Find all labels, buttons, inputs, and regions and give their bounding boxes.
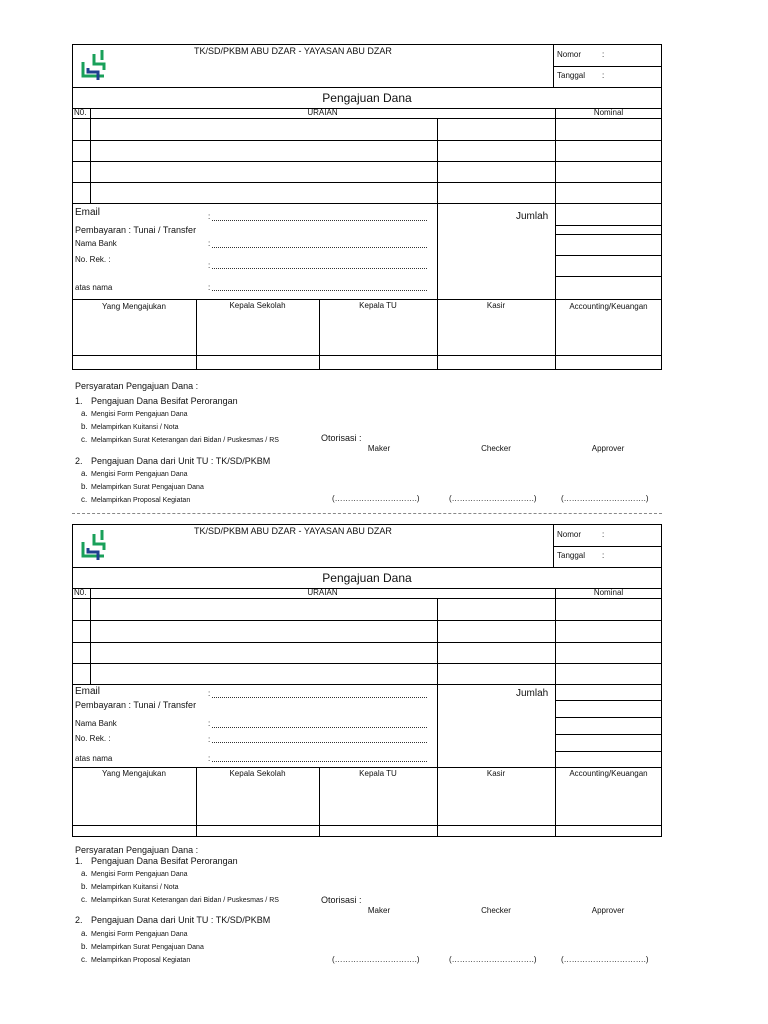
atas-nama-label: atas nama — [75, 754, 113, 763]
req2-a-letter: a. — [81, 929, 88, 938]
tanggal-colon: : — [602, 71, 605, 80]
req2-b-text: Melampirkan Surat Pengajuan Dana — [91, 484, 204, 491]
email-label: Email — [75, 686, 101, 697]
rek-label: No. Rek. : — [75, 255, 111, 264]
items-table — [72, 588, 662, 685]
req1-number: 1. — [75, 856, 83, 866]
role-maker: Maker — [367, 906, 391, 915]
req2-c-letter: c. — [81, 495, 88, 504]
bank-colon: : — [208, 239, 211, 248]
maker-signature-line: (………………………….) — [332, 955, 420, 964]
signer-accounting: Accounting/Keuangan — [569, 302, 648, 311]
form-title: Pengajuan Dana — [322, 571, 412, 585]
req1-a-text: Mengisi Form Pengajuan Dana — [91, 411, 188, 418]
school-logo-icon — [80, 528, 110, 562]
role-checker: Checker — [481, 444, 511, 453]
checker-signature-line: (………………………….) — [449, 955, 537, 964]
atas-nama-field[interactable] — [212, 761, 427, 762]
school-logo-icon — [80, 48, 110, 82]
form-title: Pengajuan Dana — [322, 91, 412, 105]
req2-number: 2. — [75, 915, 83, 925]
form-pengajuan-dana-2 — [0, 480, 768, 964]
req1-c-text: Melampirkan Surat Keterangan dari Bidan / Puskesmas / RS — [91, 897, 279, 904]
requirements-title: Persyaratan Pengajuan Dana : — [75, 381, 199, 391]
signer-kepala-tu: Kepala TU — [359, 301, 397, 310]
req1-c-text: Melampirkan Surat Keterangan dari Bidan / Puskesmas / RS — [91, 437, 279, 444]
req1-c-letter: c. — [81, 895, 88, 904]
req2-c-text: Melampirkan Proposal Kegiatan — [91, 497, 191, 504]
req1-title: Pengajuan Dana Besifat Perorangan — [91, 396, 238, 406]
approver-signature-line: (………………………….) — [561, 494, 649, 503]
email-label: Email — [75, 207, 101, 218]
bank-label: Nama Bank — [75, 719, 117, 728]
signer-kepala-tu: Kepala TU — [359, 769, 397, 778]
atas-nama-field[interactable] — [212, 290, 427, 291]
req2-c-letter: c. — [81, 955, 88, 964]
maker-signature-line: (………………………….) — [332, 494, 420, 503]
approver-signature-line: (………………………….) — [561, 955, 649, 964]
req2-a-text: Mengisi Form Pengajuan Dana — [91, 471, 188, 478]
req2-a-text: Mengisi Form Pengajuan Dana — [91, 931, 188, 938]
rek-label: No. Rek. : — [75, 734, 111, 743]
signer-kepala-sekolah: Kepala Sekolah — [229, 301, 286, 310]
tanggal-colon: : — [602, 551, 605, 560]
pembayaran-label: Pembayaran : Tunai / Transfer — [75, 700, 197, 710]
email-colon: : — [208, 689, 211, 698]
req1-a-letter: a. — [81, 869, 88, 878]
nomor-colon: : — [602, 50, 605, 59]
role-approver: Approver — [591, 444, 625, 453]
atas-nama-label: atas nama — [75, 283, 113, 292]
col-no-header: N0. — [74, 108, 87, 117]
role-maker: Maker — [367, 444, 391, 453]
bank-colon: : — [208, 719, 211, 728]
bank-field[interactable] — [212, 727, 427, 728]
req1-c-letter: c. — [81, 435, 88, 444]
otorisasi-label: Otorisasi : — [321, 433, 362, 443]
req2-b-letter: b. — [81, 482, 88, 491]
atas-nama-colon: : — [208, 283, 211, 292]
school-name: TK/SD/PKBM ABU DZAR - YAYASAN ABU DZAR — [194, 526, 392, 536]
role-approver: Approver — [591, 906, 625, 915]
email-colon: : — [208, 212, 211, 221]
jumlah-label: Jumlah — [516, 211, 549, 222]
req1-b-letter: b. — [81, 882, 88, 891]
rek-field[interactable] — [212, 742, 427, 743]
req2-c-text: Melampirkan Proposal Kegiatan — [91, 957, 191, 964]
signer-yang-mengajukan: Yang Mengajukan — [102, 302, 166, 311]
pembayaran-label: Pembayaran : Tunai / Transfer — [75, 225, 197, 235]
signer-kepala-sekolah: Kepala Sekolah — [229, 769, 286, 778]
req2-title: Pengajuan Dana dari Unit TU : TK/SD/PKBM — [91, 915, 271, 925]
otorisasi-label: Otorisasi : — [321, 895, 362, 905]
payment-box — [72, 203, 662, 300]
col-nominal-header: Nominal — [593, 588, 624, 597]
req2-b-text: Melampirkan Surat Pengajuan Dana — [91, 944, 204, 951]
req1-b-letter: b. — [81, 422, 88, 431]
atas-nama-colon: : — [208, 754, 211, 763]
rek-colon: : — [208, 735, 211, 744]
col-uraian-header: URAIAN — [307, 108, 338, 117]
req1-a-letter: a. — [81, 409, 88, 418]
role-checker: Checker — [481, 906, 511, 915]
req2-title: Pengajuan Dana dari Unit TU : TK/SD/PKBM — [91, 456, 271, 466]
rek-field[interactable] — [212, 268, 427, 269]
school-name: TK/SD/PKBM ABU DZAR - YAYASAN ABU DZAR — [194, 46, 392, 56]
items-table — [72, 108, 662, 204]
req2-a-letter: a. — [81, 469, 88, 478]
rek-colon: : — [208, 261, 211, 270]
signer-accounting: Accounting/Keuangan — [569, 769, 648, 778]
jumlah-label: Jumlah — [516, 688, 549, 699]
nomor-label: Nomor — [557, 50, 582, 59]
form-pengajuan-dana-1 — [0, 0, 768, 504]
col-no-header: N0. — [74, 588, 87, 597]
col-nominal-header: Nominal — [593, 108, 624, 117]
signer-yang-mengajukan: Yang Mengajukan — [102, 769, 166, 778]
signer-kasir: Kasir — [486, 301, 506, 310]
bank-label: Nama Bank — [75, 239, 117, 248]
requirements-title: Persyaratan Pengajuan Dana : — [75, 845, 199, 855]
req2-number: 2. — [75, 456, 83, 466]
tanggal-label: Tanggal — [557, 551, 586, 560]
email-field[interactable] — [212, 220, 427, 221]
req1-number: 1. — [75, 396, 83, 406]
req1-title: Pengajuan Dana Besifat Perorangan — [91, 856, 238, 866]
checker-signature-line: (………………………….) — [449, 494, 537, 503]
bank-field[interactable] — [212, 247, 427, 248]
email-field[interactable] — [212, 697, 427, 698]
req1-b-text: Melampirkan Kuitansi / Nota — [91, 884, 179, 891]
tanggal-label: Tanggal — [557, 71, 586, 80]
signer-kasir: Kasir — [486, 769, 506, 778]
col-uraian-header: URAIAN — [307, 588, 338, 597]
req1-a-text: Mengisi Form Pengajuan Dana — [91, 871, 188, 878]
nomor-label: Nomor — [557, 530, 582, 539]
req2-b-letter: b. — [81, 942, 88, 951]
req1-b-text: Melampirkan Kuitansi / Nota — [91, 424, 179, 431]
nomor-colon: : — [602, 530, 605, 539]
